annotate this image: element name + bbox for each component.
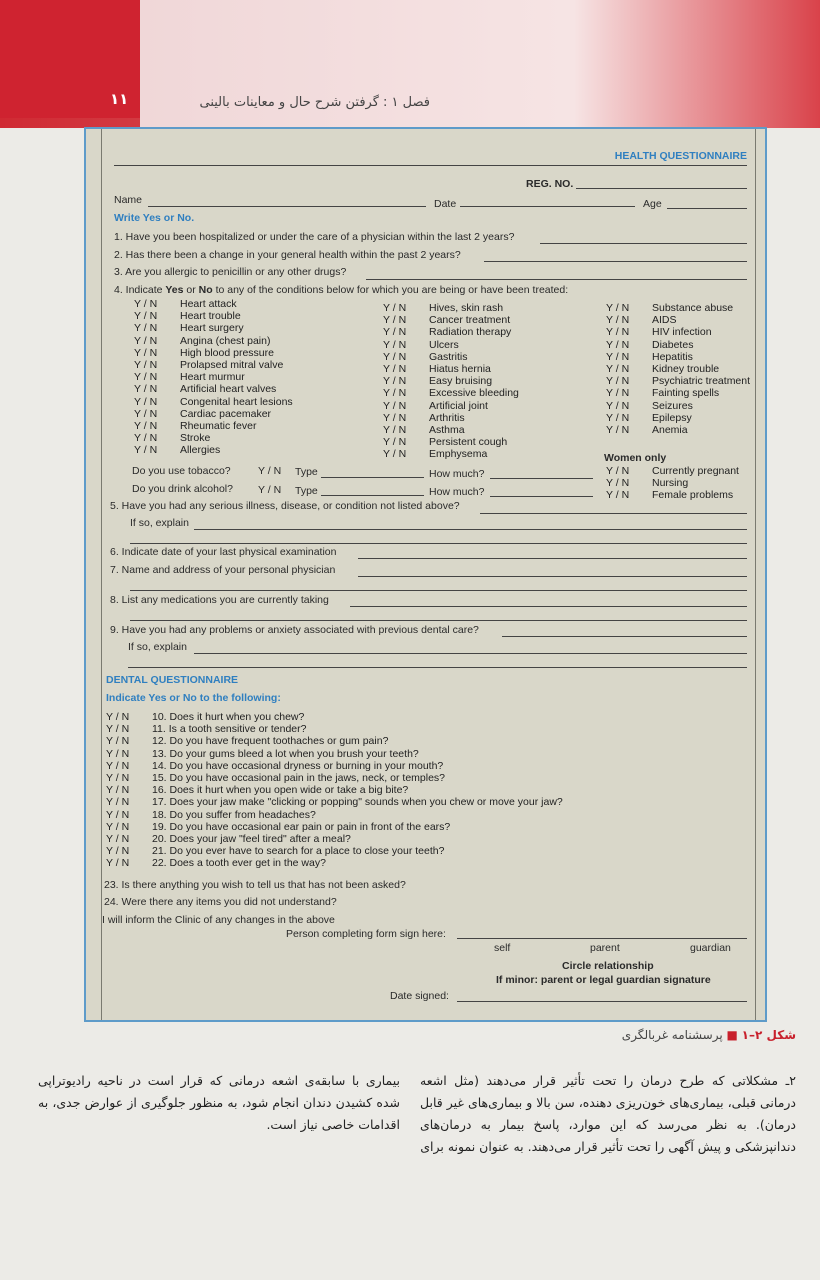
condition-row-label: Heart surgery bbox=[180, 322, 244, 335]
condition-row-label: Artificial joint bbox=[429, 399, 488, 412]
relationship-self[interactable]: self bbox=[494, 942, 511, 954]
yes-no-selector[interactable]: Y / N bbox=[606, 302, 630, 314]
condition-row-label: Arthritis bbox=[429, 411, 465, 424]
yes-no-selector[interactable]: Y / N bbox=[134, 395, 158, 408]
dental-question-row-10 bbox=[104, 821, 563, 833]
date-signed-field[interactable] bbox=[457, 1001, 747, 1002]
alcohol-yn[interactable]: Y / N bbox=[258, 484, 282, 496]
alcohol-type-field[interactable] bbox=[321, 495, 424, 496]
yes-no-selector[interactable]: Y / N bbox=[106, 832, 130, 845]
condition-row-7 bbox=[132, 371, 293, 383]
relationship-parent[interactable]: parent bbox=[590, 942, 620, 954]
yes-no-selector[interactable]: Y / N bbox=[134, 358, 158, 371]
yes-no-selector[interactable]: Y / N bbox=[383, 411, 407, 424]
condition-row-11 bbox=[381, 424, 519, 436]
conditions-column-2 bbox=[381, 302, 519, 460]
condition-row-13 bbox=[381, 448, 519, 460]
yes-no-selector[interactable]: Y / N bbox=[383, 350, 407, 363]
yes-no-selector[interactable]: Y / N bbox=[606, 350, 630, 363]
condition-row-label: Seizures bbox=[652, 399, 693, 412]
yes-no-selector[interactable]: Y / N bbox=[383, 375, 407, 388]
health-questionnaire-form bbox=[84, 127, 767, 1022]
women-condition-row-3 bbox=[604, 489, 739, 501]
yes-no-selector[interactable]: Y / N bbox=[383, 399, 407, 412]
yes-no-selector[interactable]: Y / N bbox=[606, 399, 630, 412]
yes-no-selector[interactable]: Y / N bbox=[134, 407, 158, 420]
condition-row-label: AIDS bbox=[652, 314, 677, 327]
yes-no-selector[interactable]: Y / N bbox=[134, 334, 158, 347]
dental-question-row-11 bbox=[104, 833, 563, 845]
explain-5-line-1[interactable] bbox=[194, 529, 747, 530]
date-signed-label: Date signed: bbox=[390, 990, 449, 1002]
inform-statement: I will inform the Clinic of any changes in the above bbox=[102, 914, 335, 926]
answer-8-line-1[interactable] bbox=[350, 606, 747, 607]
condition-row-label: Radiation therapy bbox=[429, 326, 512, 339]
condition-row-label: Allergies bbox=[180, 444, 221, 457]
yes-no-selector[interactable]: Y / N bbox=[383, 314, 407, 327]
yes-no-selector[interactable]: Y / N bbox=[606, 477, 630, 490]
yes-no-selector[interactable]: Y / N bbox=[134, 310, 158, 323]
reg-no-label: REG. NO. bbox=[526, 178, 574, 190]
condition-row-6 bbox=[132, 359, 293, 371]
condition-row-label: Heart murmur bbox=[180, 371, 245, 384]
top-rule bbox=[114, 165, 747, 166]
answer-3[interactable] bbox=[366, 279, 747, 280]
dental-question-row-5 bbox=[104, 760, 563, 772]
name-label: Name bbox=[114, 194, 143, 206]
question-6: 6. Indicate date of your last physical examination bbox=[110, 546, 337, 558]
condition-row-10 bbox=[132, 408, 293, 420]
condition-row-label: HIV infection bbox=[652, 326, 712, 339]
dental-title: DENTAL QUESTIONNAIRE bbox=[106, 674, 239, 686]
yes-no-selector[interactable]: Y / N bbox=[134, 346, 158, 359]
dental-question-row-12 bbox=[104, 845, 563, 857]
yes-no-selector[interactable]: Y / N bbox=[606, 411, 630, 424]
age-field[interactable] bbox=[667, 208, 747, 209]
condition-row-3 bbox=[381, 326, 519, 338]
question-1: 1. Have you been hospitalized or under the care of a physician within the last 2 years? bbox=[114, 231, 515, 243]
question-7: 7. Name and address of your personal physician bbox=[110, 564, 336, 576]
yes-no-selector[interactable]: Y / N bbox=[606, 489, 630, 502]
women-condition-row-label: Currently pregnant bbox=[652, 465, 739, 477]
answer-8-line-2[interactable] bbox=[130, 620, 747, 621]
yes-no-selector[interactable]: Y / N bbox=[134, 371, 158, 384]
dental-question-row-label: 12. Do you have frequent toothaches or gum pain? bbox=[152, 735, 389, 748]
dental-question-row-4 bbox=[104, 748, 563, 760]
condition-row-1 bbox=[381, 302, 519, 314]
yes-no-selector[interactable]: Y / N bbox=[383, 338, 407, 351]
yes-no-selector[interactable]: Y / N bbox=[106, 820, 130, 833]
conditions-column-3 bbox=[604, 302, 750, 436]
figure-caption: شکل ۲–۱ ■ پرسشنامه غربالگری bbox=[621, 1028, 796, 1042]
condition-row-10 bbox=[604, 412, 750, 424]
dental-question-row-8 bbox=[104, 796, 563, 808]
condition-row-8 bbox=[604, 387, 750, 399]
age-label: Age bbox=[643, 198, 662, 210]
condition-row-8 bbox=[132, 383, 293, 395]
form-inner bbox=[101, 129, 756, 1020]
write-instruction: Write Yes or No. bbox=[114, 212, 195, 224]
yes-no-selector[interactable]: Y / N bbox=[134, 444, 158, 457]
condition-row-label: Epilepsy bbox=[652, 411, 692, 424]
yes-no-selector[interactable]: Y / N bbox=[134, 383, 158, 396]
condition-row-5 bbox=[381, 351, 519, 363]
alcohol-question: Do you drink alcohol? bbox=[132, 483, 233, 495]
yes-no-selector[interactable]: Y / N bbox=[606, 314, 630, 327]
dental-question-row-9 bbox=[104, 809, 563, 821]
answer-1[interactable] bbox=[540, 243, 747, 244]
relationship-guardian[interactable]: guardian bbox=[690, 942, 731, 954]
women-conditions bbox=[604, 465, 739, 502]
body-text-right: ۲ـ مشکلاتی که طرح درمان را تحت تأثیر قرار می‌دهند (مثل اشعه درمانی قبلی، بیماری‌های خون‌ریزی دهنده، سن بالا و بیماری‌های غیر قابل درمان). به نظر می‌رسد که این موارد، پاسخ بیمار به درمان‌های دندانپزشکی و پیش آگهی را تحت تأثیر قرار می‌دهند. به عنوان نمونه برای bbox=[420, 1073, 796, 1154]
yes-no-selector[interactable]: Y / N bbox=[606, 423, 630, 436]
dental-question-row-label: 10. Does it hurt when you chew? bbox=[152, 711, 305, 723]
women-only-label: Women only bbox=[604, 452, 667, 464]
condition-row-label: Cardiac pacemaker bbox=[180, 407, 272, 420]
condition-row-label: Emphysema bbox=[429, 448, 488, 461]
dental-question-row-label: 16. Does it hurt when you open wide or take a big bite? bbox=[152, 784, 409, 797]
yes-no-selector[interactable]: Y / N bbox=[606, 465, 630, 477]
condition-row-label: Angina (chest pain) bbox=[180, 334, 271, 347]
condition-row-label: Artificial heart valves bbox=[180, 383, 277, 396]
condition-row-label: Substance abuse bbox=[652, 302, 734, 314]
women-condition-row-label: Nursing bbox=[652, 477, 689, 490]
explain-5-line-2[interactable] bbox=[130, 543, 747, 544]
condition-row-label: High blood pressure bbox=[180, 346, 274, 359]
person-sign-label: Person completing form sign here: bbox=[286, 928, 446, 940]
body-text-left: بیماری با سابقه‌ی اشعه درمانی که قرار است در ناحیه رادیوتراپی شده کشیدن دندان انجام شود، به منظور جلوگیری از عوارض جدی، به اقدامات خاصی نیاز است. bbox=[38, 1073, 400, 1132]
condition-row-label: Heart trouble bbox=[180, 310, 241, 323]
page-number: ۱۱ bbox=[110, 90, 129, 108]
tobacco-type-field[interactable] bbox=[321, 477, 424, 478]
date-label: Date bbox=[434, 198, 457, 210]
condition-row-label: Hiatus hernia bbox=[429, 362, 491, 375]
yes-no-selector[interactable]: Y / N bbox=[383, 423, 407, 436]
dental-question-row-label: 15. Do you have occasional pain in the jaws, neck, or temples? bbox=[152, 771, 446, 784]
question-9-explain: If so, explain bbox=[128, 641, 187, 653]
yes-no-selector[interactable]: Y / N bbox=[106, 735, 130, 748]
condition-row-3 bbox=[604, 326, 750, 338]
dental-question-row-label: 22. Does a tooth ever get in the way? bbox=[152, 857, 326, 870]
dental-question-row-label: 11. Is a tooth sensitive or tender? bbox=[152, 723, 307, 736]
yes-no-selector[interactable]: Y / N bbox=[606, 362, 630, 375]
yes-no-selector[interactable]: Y / N bbox=[383, 302, 407, 314]
answer-2[interactable] bbox=[484, 261, 747, 262]
condition-row-9 bbox=[381, 400, 519, 412]
condition-row-6 bbox=[604, 363, 750, 375]
condition-row-label: Prolapsed mitral valve bbox=[180, 358, 284, 371]
condition-row-6 bbox=[381, 363, 519, 375]
yes-no-selector[interactable]: Y / N bbox=[106, 808, 130, 821]
dental-question-row-label: 19. Do you have occasional ear pain or pain in front of the ears? bbox=[152, 820, 451, 833]
form-title: HEALTH QUESTIONNAIRE bbox=[614, 150, 747, 162]
condition-row-label: Anemia bbox=[652, 423, 688, 436]
answer-6[interactable] bbox=[358, 558, 747, 559]
tobacco-how-much-label: How much? bbox=[429, 468, 485, 480]
women-condition-row-2 bbox=[604, 477, 739, 489]
yes-no-selector[interactable]: Y / N bbox=[106, 784, 130, 797]
yes-no-selector[interactable]: Y / N bbox=[606, 338, 630, 351]
condition-row-label: Easy bruising bbox=[429, 375, 493, 388]
condition-row-label: Psychiatric treatment bbox=[652, 375, 751, 388]
yes-no-selector[interactable]: Y / N bbox=[106, 759, 130, 772]
condition-row-4 bbox=[604, 339, 750, 351]
alcohol-how-much-field[interactable] bbox=[490, 496, 593, 497]
dental-question-row-6 bbox=[104, 772, 563, 784]
yes-no-selector[interactable]: Y / N bbox=[383, 326, 407, 339]
dental-instruction: Indicate Yes or No to the following: bbox=[106, 692, 281, 704]
condition-row-label: Asthma bbox=[429, 423, 465, 436]
dental-question-row-3 bbox=[104, 735, 563, 747]
condition-row-5 bbox=[132, 347, 293, 359]
question-3: 3. Are you allergic to penicillin or any other drugs? bbox=[114, 266, 347, 278]
condition-row-label: Ulcers bbox=[429, 338, 459, 351]
yes-no-selector[interactable]: Y / N bbox=[383, 436, 407, 449]
yes-no-selector[interactable]: Y / N bbox=[383, 387, 407, 400]
question-4: 4. Indicate Yes or No to any of the conditions below for which you are being or have been treated: bbox=[114, 284, 569, 296]
yes-no-selector[interactable]: Y / N bbox=[106, 723, 130, 736]
condition-row-3 bbox=[132, 322, 293, 334]
condition-row-label: Stroke bbox=[180, 432, 211, 445]
yes-no-selector[interactable]: Y / N bbox=[134, 298, 158, 310]
answer-7-line-1[interactable] bbox=[358, 576, 747, 577]
condition-row-1 bbox=[604, 302, 750, 314]
condition-row-8 bbox=[381, 387, 519, 399]
alcohol-type-label: Type bbox=[295, 485, 318, 497]
yes-no-selector[interactable]: Y / N bbox=[606, 387, 630, 400]
condition-row-label: Cancer treatment bbox=[429, 314, 511, 327]
condition-row-label: Congenital heart lesions bbox=[180, 395, 293, 408]
date-field[interactable] bbox=[460, 206, 635, 207]
dental-question-row-label: 21. Do you ever have to search for a place to close your teeth? bbox=[152, 845, 445, 858]
explain-9-line-2[interactable] bbox=[128, 667, 747, 668]
minor-signature-label: If minor: parent or legal guardian signature bbox=[496, 974, 711, 986]
yes-no-selector[interactable]: Y / N bbox=[106, 845, 130, 858]
condition-row-label: Kidney trouble bbox=[652, 362, 720, 375]
yes-no-selector[interactable]: Y / N bbox=[383, 362, 407, 375]
condition-row-label: Hepatitis bbox=[652, 350, 693, 363]
condition-row-label: Fainting spells bbox=[652, 387, 720, 400]
dental-questions bbox=[104, 711, 563, 869]
condition-row-12 bbox=[381, 436, 519, 448]
condition-row-label: Hives, skin rash bbox=[429, 302, 504, 314]
condition-row-11 bbox=[132, 420, 293, 432]
yes-no-selector[interactable]: Y / N bbox=[383, 448, 407, 461]
condition-row-9 bbox=[604, 400, 750, 412]
condition-row-label: Heart attack bbox=[180, 298, 237, 310]
conditions-column-1 bbox=[132, 298, 293, 456]
question-5-explain: If so, explain bbox=[130, 517, 189, 529]
tobacco-how-much-field[interactable] bbox=[490, 478, 593, 479]
yes-no-selector[interactable]: Y / N bbox=[106, 711, 130, 723]
condition-row-2 bbox=[604, 314, 750, 326]
question-23: 23. Is there anything you wish to tell us that has not been asked? bbox=[104, 879, 406, 891]
question-8: 8. List any medications you are currently taking bbox=[110, 594, 329, 606]
dental-question-row-label: 14. Do you have occasional dryness or burning in your mouth? bbox=[152, 759, 444, 772]
circle-relationship-label: Circle relationship bbox=[562, 960, 654, 972]
condition-row-7 bbox=[381, 375, 519, 387]
condition-row-13 bbox=[132, 444, 293, 456]
condition-row-4 bbox=[132, 335, 293, 347]
yes-no-selector[interactable]: Y / N bbox=[106, 747, 130, 760]
condition-row-10 bbox=[381, 412, 519, 424]
yes-no-selector[interactable]: Y / N bbox=[106, 796, 130, 809]
condition-row-11 bbox=[604, 424, 750, 436]
chapter-title: فصل ۱ : گرفتن شرح حال و معاینات بالینی bbox=[199, 95, 430, 110]
question-24: 24. Were there any items you did not understand? bbox=[104, 896, 337, 908]
question-2: 2. Has there been a change in your general health within the past 2 years? bbox=[114, 249, 461, 261]
condition-row-5 bbox=[604, 351, 750, 363]
dental-question-row-1 bbox=[104, 711, 563, 723]
condition-row-label: Rheumatic fever bbox=[180, 419, 257, 432]
question-5: 5. Have you had any serious illness, disease, or condition not listed above? bbox=[110, 500, 460, 512]
condition-row-label: Excessive bleeding bbox=[429, 387, 519, 400]
condition-row-12 bbox=[132, 432, 293, 444]
question-9: 9. Have you had any problems or anxiety associated with previous dental care? bbox=[110, 624, 479, 636]
answer-7-line-2[interactable] bbox=[130, 590, 747, 591]
tobacco-question: Do you use tobacco? bbox=[132, 465, 231, 477]
answer-9[interactable] bbox=[502, 636, 747, 637]
condition-row-1 bbox=[132, 298, 293, 310]
condition-row-label: Diabetes bbox=[652, 338, 694, 351]
tobacco-type-label: Type bbox=[295, 466, 318, 478]
yes-no-selector[interactable]: Y / N bbox=[134, 419, 158, 432]
women-condition-row-1 bbox=[604, 465, 739, 477]
alcohol-how-much-label: How much? bbox=[429, 486, 485, 498]
dental-question-row-label: 18. Do you suffer from headaches? bbox=[152, 808, 316, 821]
women-condition-row-label: Female problems bbox=[652, 489, 734, 502]
condition-row-9 bbox=[132, 396, 293, 408]
answer-5[interactable] bbox=[480, 513, 747, 514]
tobacco-yn[interactable]: Y / N bbox=[258, 465, 282, 477]
dental-question-row-7 bbox=[104, 784, 563, 796]
condition-row-2 bbox=[381, 314, 519, 326]
yes-no-selector[interactable]: Y / N bbox=[134, 432, 158, 445]
condition-row-4 bbox=[381, 339, 519, 351]
dental-question-row-2 bbox=[104, 723, 563, 735]
dental-question-row-label: 17. Does your jaw make "clicking or popping" sounds when you chew or move your jaw? bbox=[152, 796, 563, 809]
condition-row-label: Persistent cough bbox=[429, 436, 508, 449]
yes-no-selector[interactable]: Y / N bbox=[606, 326, 630, 339]
dental-question-row-13 bbox=[104, 857, 563, 869]
reg-no-field[interactable] bbox=[576, 188, 747, 189]
explain-9-line-1[interactable] bbox=[194, 653, 747, 654]
signature-field[interactable] bbox=[457, 938, 747, 939]
dental-question-row-label: 13. Do your gums bleed a lot when you brush your teeth? bbox=[152, 747, 419, 760]
condition-row-label: Gastritis bbox=[429, 350, 468, 363]
yes-no-selector[interactable]: Y / N bbox=[106, 771, 130, 784]
condition-row-2 bbox=[132, 310, 293, 322]
yes-no-selector[interactable]: Y / N bbox=[134, 322, 158, 335]
condition-row-7 bbox=[604, 375, 750, 387]
name-field[interactable] bbox=[148, 206, 426, 207]
dental-question-row-label: 20. Does your jaw "feel tired" after a meal? bbox=[152, 832, 351, 845]
yes-no-selector[interactable]: Y / N bbox=[106, 857, 130, 870]
yes-no-selector[interactable]: Y / N bbox=[606, 375, 630, 388]
